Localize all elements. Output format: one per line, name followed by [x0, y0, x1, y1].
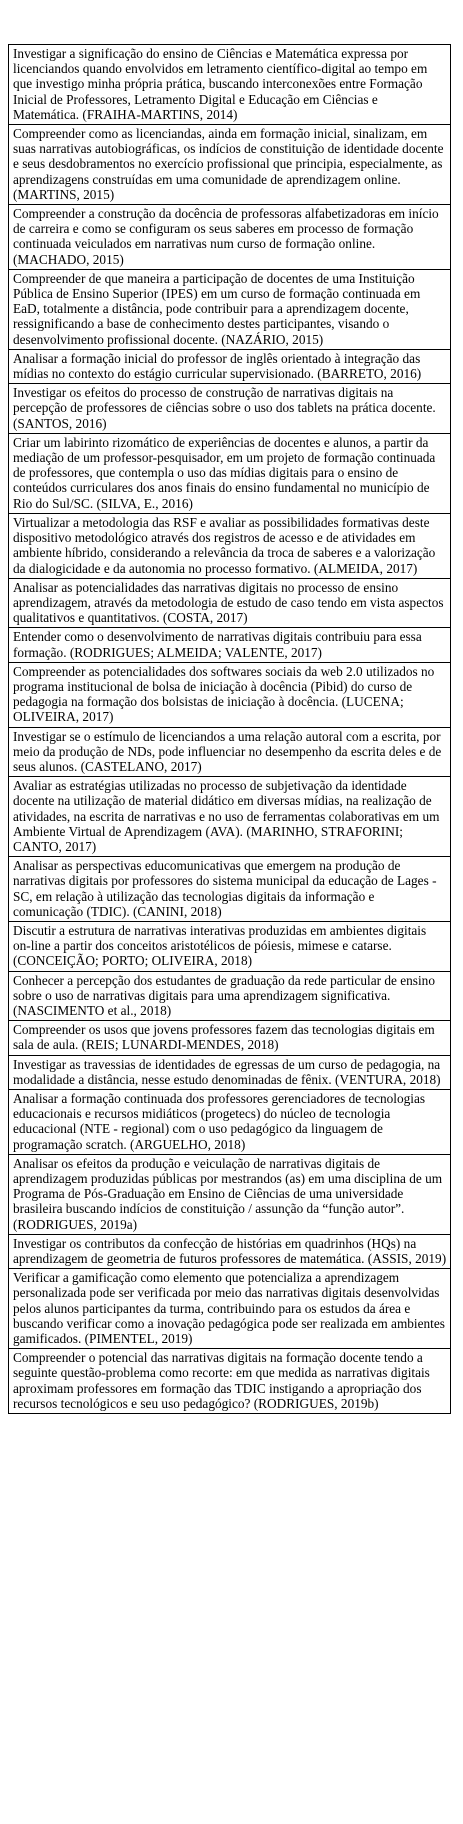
objective-cell: Compreender as potencialidades dos softwares sociais da web 2.0 utilizados no programa institucional de bolsa de iniciação à docência (Pibid) do curso de pedagogia na formação dos bolsistas de iniciação à docência. (LUCENA; OLIVEIRA, 2017)	[9, 662, 451, 727]
objective-cell: Analisar a formação inicial do professor de inglês orientado à integração das mídias no contexto do estágio curricular supervisionado. (BARRETO, 2016)	[9, 349, 451, 383]
table-row	[9, 628, 451, 662]
table-row	[9, 921, 451, 971]
table-row	[9, 125, 451, 205]
objective-cell: Conhecer a percepção dos estudantes de graduação da rede particular de ensino sobre o uso de narrativas digitais para uma aprendizagem significativa. (NASCIMENTO et al., 2018)	[9, 971, 451, 1021]
objective-cell: Investigar os efeitos do processo de construção de narrativas digitais na percepção de professores de ciências sobre o uso dos tablets na prática docente. (SANTOS, 2016)	[9, 384, 451, 434]
table-row	[9, 1269, 451, 1349]
objective-cell: Verificar a gamificação como elemento que potencializa a aprendizagem personalizada pode ser verificada por meio das narrativas digitais desenvolvidas pelos alunos participantes da turma, contribuindo para os estudos da área e buscando verificar como a inovação pedagógica pode ser realizada em ambientes gamificados. (PIMENTEL, 2019)	[9, 1269, 451, 1349]
objective-cell: Compreender de que maneira a participação de docentes de uma Instituição Pública de Ensino Superior (IPES) em um curso de formação continuada em EaD, totalmente a distância, pode contribuir para a aprendizagem docente, ressignificando a base de conhecimento destes participantes, visando o desenvolvimento profissional docente. (NAZÁRIO, 2015)	[9, 269, 451, 349]
table-row	[9, 1154, 451, 1234]
objective-cell: Analisar as perspectivas educomunicativas que emergem na produção de narrativas digitais por professores do sistema municipal da educação de Lages - SC, em relação à utilização das tecnologias digitais da informação e comunicação (TDIC). (CANINI, 2018)	[9, 857, 451, 922]
objective-cell: Compreender a construção da docência de professoras alfabetizadoras em início de carreira e como se configuram os seus saberes em processo de formação continuada veiculados em narrativas num curso de formação online. (MACHADO, 2015)	[9, 205, 451, 270]
table-row	[9, 1234, 451, 1268]
table-row	[9, 269, 451, 349]
table-row	[9, 727, 451, 777]
objective-cell: Compreender os usos que jovens professores fazem das tecnologias digitais em sala de aula. (REIS; LUNARDI-MENDES, 2018)	[9, 1021, 451, 1055]
objective-cell: Virtualizar a metodologia das RSF e avaliar as possibilidades formativas deste dispositivo metodológico através dos registros de acesso e de atividades em ambiente híbrido, considerando a relevância da troca de saberes e a valorização da dialogicidade e da autonomia no processo formativo. (ALMEIDA, 2017)	[9, 513, 451, 578]
objective-cell: Analisar os efeitos da produção e veiculação de narrativas digitais de aprendizagem produzidas públicas por mestrandos (as) em uma disciplina de um Programa de Pós-Graduação em Ensino de Ciências de uma universidade brasileira buscando indícios de constituição / assunção da “função autor”. (RODRIGUES, 2019a)	[9, 1154, 451, 1234]
table-row	[9, 384, 451, 434]
table-row	[9, 205, 451, 270]
table-row	[9, 1055, 451, 1089]
table-row	[9, 45, 451, 125]
objective-cell: Criar um labirinto rizomático de experiências de docentes e alunos, a partir da mediação de um professor-pesquisador, em um projeto de formação continuada de professores, que contempla o uso das mídias digitais para o ensino de conteúdos curriculares dos anos finais do ensino fundamental no município de Rio do Sul/SC. (SILVA, E., 2016)	[9, 433, 451, 513]
table-row	[9, 513, 451, 578]
objective-cell: Investigar se o estímulo de licenciandos a uma relação autoral com a escrita, por meio da produção de NDs, pode influenciar no desempenho da escrita deles e de seus alunos. (CASTELANO, 2017)	[9, 727, 451, 777]
table-row	[9, 1349, 451, 1414]
table-row	[9, 857, 451, 922]
table-row	[9, 662, 451, 727]
objective-cell: Compreender como as licenciandas, ainda em formação inicial, sinalizam, em suas narrativas autobiográficas, os indícios de constituição de identidade docente e seus desdobramentos no exercício profissional que principia, especialmente, as aprendizagens construídas em uma comunidade de aprendizagem online. (MARTINS, 2015)	[9, 125, 451, 205]
objective-cell: Investigar os contributos da confecção de histórias em quadrinhos (HQs) na aprendizagem de geometria de futuros professores de matemática. (ASSIS, 2019)	[9, 1234, 451, 1268]
objective-cell: Analisar a formação continuada dos professores gerenciadores de tecnologias educacionais e recursos midiáticos (progetecs) do núcleo de tecnologia educacional (NTE - regional) com o uso pedagógico da linguagem de programação scratch. (ARGUELHO, 2018)	[9, 1090, 451, 1155]
table-row	[9, 1021, 451, 1055]
objective-cell: Investigar a significação do ensino de Ciências e Matemática expressa por licenciandos quando envolvidos em letramento científico-digital ao tempo em que investigo minha própria prática, buscando interconexões entre Formação Inicial de Professores, Letramento Digital e Educação em Ciências e Matemática. (FRAIHA-MARTINS, 2014)	[9, 45, 451, 125]
objective-cell: Discutir a estrutura de narrativas interativas produzidas em ambientes digitais on-line a partir dos conceitos aristotélicos de póiesis, mimese e catarse. (CONCEIÇÃO; PORTO; OLIVEIRA, 2018)	[9, 921, 451, 971]
objectives-table	[8, 44, 451, 1414]
objective-cell: Entender como o desenvolvimento de narrativas digitais contribuiu para essa formação. (RODRIGUES; ALMEIDA; VALENTE, 2017)	[9, 628, 451, 662]
objective-cell: Investigar as travessias de identidades de egressas de um curso de pedagogia, na modalidade a distância, nesse estudo denominadas de fênix. (VENTURA, 2018)	[9, 1055, 451, 1089]
objective-cell: Avaliar as estratégias utilizadas no processo de subjetivação da identidade docente na utilização de material didático em diversas mídias, na realização de atividades, na escrita de narrativas e no uso de ferramentas colaborativas em um Ambiente Virtual de Aprendizagem (AVA). (MARINHO, STRAFORINI; CANTO, 2017)	[9, 777, 451, 857]
table-row	[9, 777, 451, 857]
objective-cell: Compreender o potencial das narrativas digitais na formação docente tendo a seguinte questão-problema como recorte: em que medida as narrativas digitais aproximam professores em formação das TDIC instigando a apropriação dos recursos tecnológicos e seu uso pedagógico? (RODRIGUES, 2019b)	[9, 1349, 451, 1414]
table-row	[9, 1090, 451, 1155]
table-row	[9, 578, 451, 628]
objectives-table-wrapper	[8, 44, 451, 1414]
objective-cell: Analisar as potencialidades das narrativas digitais no processo de ensino aprendizagem, através da metodologia de estudo de caso tendo em vista aspectos qualitativos e quantitativos. (COSTA, 2017)	[9, 578, 451, 628]
objectives-table-body	[9, 45, 451, 1414]
table-row	[9, 349, 451, 383]
table-row	[9, 433, 451, 513]
table-row	[9, 971, 451, 1021]
